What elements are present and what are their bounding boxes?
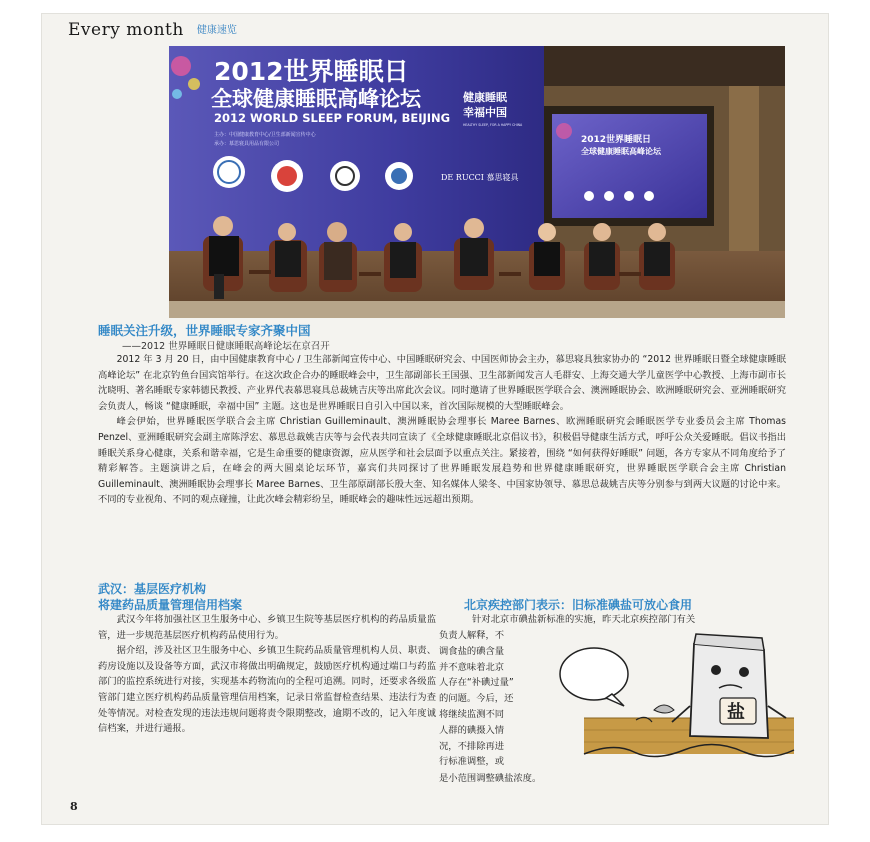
beijing-line: 将继续监测不同 [439, 708, 505, 720]
beijing-line: 人群的碘摄入情 [439, 724, 505, 736]
main-article-subtitle: ——2012 世界睡眠日健康睡眠高峰论坛在京召开 [122, 341, 330, 352]
screen-title-cn-2: 全球健康睡眠高峰论坛 [581, 147, 661, 156]
beijing-line: 行标准调整，或 [439, 756, 505, 768]
main-article-title: 睡眠关注升级，世界睡眠专家齐聚中国 [98, 323, 311, 338]
page-number: 8 [70, 800, 78, 813]
page-header [68, 20, 237, 44]
magazine-page [42, 14, 828, 824]
main-article-body [98, 352, 786, 508]
beijing-line: 人存在“补碘过量” [439, 677, 514, 689]
wuhan-title-line-2: 将建药品质量管理信用档案 [98, 598, 243, 612]
derucci-logo: DE RUCCI 慕思寝具 [441, 173, 519, 182]
beijing-article-column [439, 628, 551, 770]
wuhan-article-title [98, 581, 242, 613]
screen-title-cn-1: 2012世界睡眠日 [581, 135, 652, 145]
beijing-article-last-line: 是小范围调整碘盐浓度。 [439, 773, 542, 784]
projection-screen [552, 114, 707, 218]
salt-cartoon [554, 626, 804, 766]
beijing-article-intro: 针对北京市碘盐新标准的实施，昨天北京疾控部门有关 [472, 614, 696, 625]
beijing-line: 况，不排除再进 [439, 740, 505, 752]
wuhan-article-body [98, 612, 436, 737]
wuhan-title-line-1: 武汉：基层医疗机构 [98, 582, 207, 596]
banner-title-en: 2012 WORLD SLEEP FORUM, BEIJING [214, 111, 451, 125]
header-title-cn: 健康速览 [196, 25, 237, 36]
banner-side-1: 健康睡眠 [463, 91, 507, 104]
beijing-line: 负责人解释，不 [439, 630, 505, 641]
main-article-paragraph: 峰会伊始，世界睡眠医学联合会主席 Christian Guilleminault、澳洲睡眠协会理事长 Maree Barnes、欧洲睡眠研究会睡眠医学专业委员会主席 Thomas Penzel、亚洲睡眠研究会副主席陈浮宏、慕思总裁姚吉庆等与会代表共同宣读了《全球健康睡眠北京倡议书》，积极倡导健康生活方式，呼吁公众关爱睡眠。倡议书指出睡眠关系身心健康，关系和谐幸福，它是生命重要的健康资源，应从医学和社会层面予以重点关注。紧接着，围绕 “如何获得好睡眠” 问题，各方专家从不同角度给予了精彩解答。主题演讲之后，在峰会的两大圆桌论坛环节，嘉宾们共同探讨了世界睡眠发展趋势和世界健康睡眠研究，世界睡眠医学联合会主席 Christian Guilleminault、澳洲睡眠协会理事长 Maree Barnes、卫生部原副部长殷大奎、知名媒体人梁冬、中国家协领导、慕思总裁姚吉庆等分别参与到两大议题的讨论中来。不同的专业视角、不同的观点碰撞，让此次峰会精彩纷呈，睡眠峰会的趣味性远远超出预期。 [98, 416, 786, 506]
beijing-line: 的问题。今后，还 [439, 693, 514, 705]
conference-photo [169, 46, 785, 318]
banner-side-2: 幸福中国 [463, 106, 507, 119]
beijing-article-title: 北京疾控部门表示：旧标准碘盐可放心食用 [464, 598, 693, 612]
wuhan-article-paragraph: 据介绍，涉及社区卫生服务中心、乡镇卫生院药品质量管理机构人员、职责、药房设施以及设备等方面，武汉市将做出明确规定，鼓励医疗机构通过端口与药监部门的监控系统进行对接，实现基本药物流向的全程可追溯。同时，还要求各级监管部门建立医疗机构药品质量管理信用档案，记录日常监督检查结果、违法行为查处等情况。对检查发现的违法违规问题将责令限期整改，逾期不改的，记入年度诚信档案，并进行通报。 [98, 645, 436, 735]
header-title-en: Every month [68, 20, 184, 40]
wuhan-article-paragraph: 武汉今年将加强社区卫生服务中心、乡镇卫生院等基层医疗机构的药品质量监管，进一步规范基层医疗机构药品使用行为。 [98, 614, 436, 641]
beijing-line: 并不意味着北京 [439, 661, 505, 673]
banner-sponsor: 承办：慕思寝具用品有限公司 [214, 141, 280, 147]
banner-title-cn-2: 全球健康睡眠高峰论坛 [211, 87, 421, 111]
banner-title-cn-1: 2012世界睡眠日 [214, 57, 409, 86]
salt-label: 盐 [727, 702, 745, 723]
banner-side-en: HEALTHY SLEEP, FOR A HAPPY CHINA [463, 123, 523, 127]
beijing-line: 调食盐的碘含量 [439, 645, 505, 657]
banner-host: 主办：中国健康教育中心/卫生部新闻宣传中心 [214, 132, 316, 138]
main-article-paragraph: 2012 年 3 月 20 日，由中国健康教育中心 / 卫生部新闻宣传中心、中国睡眠研究会、中国医师协会主办，慕思寝具独家协办的 “2012 世界睡眠日暨全球健康睡眠高峰论坛” 在北京钓鱼台国宾馆举行。在这次政企合办的睡眠峰会中，卫生部副部长王国强、卫生部新闻发言人毛群安、上海交通大学儿童医学中心教授、上海市副市长沈晓明、著名睡眠专家韩德民教授、产业界代表慕思寝具总裁姚吉庆等出席此次会议。同时邀请了世界睡眠医学联合会、澳洲睡眠协会、欧洲睡眠研究会、亚洲睡眠研究会负责人，畅谈 “健康睡眠，幸福中国” 主题。这也是世界睡眠日自引入中国以来，首次国际规模的大型睡眠峰会。 [98, 354, 786, 412]
